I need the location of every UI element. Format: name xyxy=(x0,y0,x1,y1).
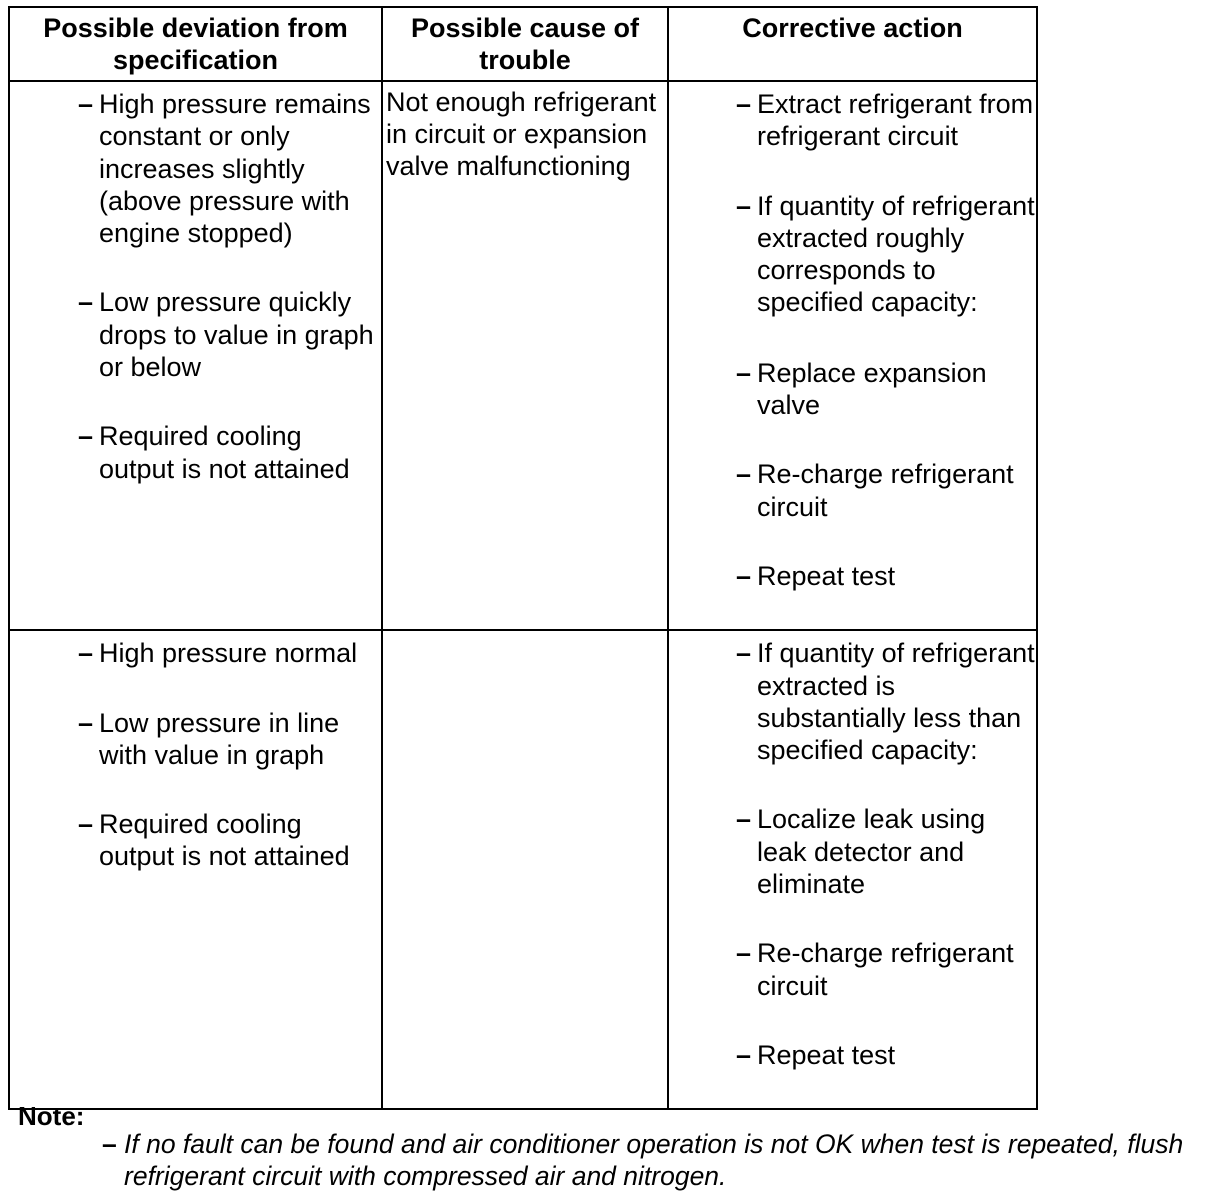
dash-bullet: – xyxy=(78,89,94,119)
dash-bullet: – xyxy=(736,190,752,221)
cause-cell xyxy=(382,630,668,1109)
troubleshooting-table xyxy=(8,6,1038,1110)
list-item: – Low pressure in line with value in graph xyxy=(78,707,340,770)
dash-bullet: – xyxy=(736,357,752,388)
dash-bullet: – xyxy=(736,938,752,969)
dash-bullet: – xyxy=(736,89,752,119)
list-item: – Extract refrigerant from refrigerant circuit xyxy=(736,89,1034,152)
list-item: – Replace expansion valve xyxy=(736,357,987,421)
dash-bullet: – xyxy=(736,804,752,835)
dash-bullet: – xyxy=(736,1039,752,1070)
deviation-cell xyxy=(9,630,382,1109)
action-cell xyxy=(668,81,1037,630)
list-item: – Repeat test xyxy=(736,1039,896,1070)
dash-bullet: – xyxy=(78,287,94,318)
dash-bullet: – xyxy=(78,809,94,840)
note-text xyxy=(102,1128,1214,1192)
dash-bullet: – xyxy=(78,421,94,452)
table-header-row xyxy=(9,7,1037,81)
list-item: – Required cooling output is not attained xyxy=(78,421,350,484)
list-item: – Low pressure quickly drops to value in graph or below xyxy=(78,287,374,383)
list-item: – High pressure normal xyxy=(78,638,358,669)
list-item: – High pressure remains constant or only increases slightly (above pressure with engine stopped) xyxy=(78,89,371,249)
note-label: Note: xyxy=(18,1101,85,1131)
list-item: – If quantity of refrigerant extracted is substantially less than specified capacity: xyxy=(736,638,1035,766)
cause-cell xyxy=(382,81,668,630)
action-cell xyxy=(668,630,1037,1109)
dash-bullet: – xyxy=(78,707,94,738)
header-cause: Possible cause of trouble xyxy=(382,7,668,81)
list-item: – If quantity of refrigerant extracted roughly corresponds to specified capacity: xyxy=(736,190,1035,318)
list-item: – Re-charge refrigerant circuit xyxy=(736,459,1014,522)
dash-bullet: – xyxy=(736,459,752,490)
header-deviation: Possible deviation from specification xyxy=(9,7,382,81)
dash-bullet: – xyxy=(736,638,752,669)
table-row xyxy=(9,630,1037,1109)
header-action: Corrective action xyxy=(668,7,1037,81)
dash-bullet: – xyxy=(736,560,752,591)
cause-text: Not enough refrigerant in circuit or expansion valve malfunctioning xyxy=(386,87,657,181)
dash-bullet: – xyxy=(78,638,94,669)
list-item: – Localize leak using leak detector and eliminate xyxy=(736,804,986,900)
table-row xyxy=(9,81,1037,630)
list-item: – Required cooling output is not attained xyxy=(78,809,350,872)
note-body: If no fault can be found and air conditioner operation is not OK when test is repeated, flush refrigerant circuit with compressed air and nitrogen. xyxy=(124,1129,1184,1191)
dash-bullet: – xyxy=(102,1129,117,1159)
list-item: – Repeat test xyxy=(736,560,896,591)
list-item: – Re-charge refrigerant circuit xyxy=(736,938,1014,1001)
cause-text xyxy=(383,631,667,635)
deviation-cell xyxy=(9,81,382,630)
